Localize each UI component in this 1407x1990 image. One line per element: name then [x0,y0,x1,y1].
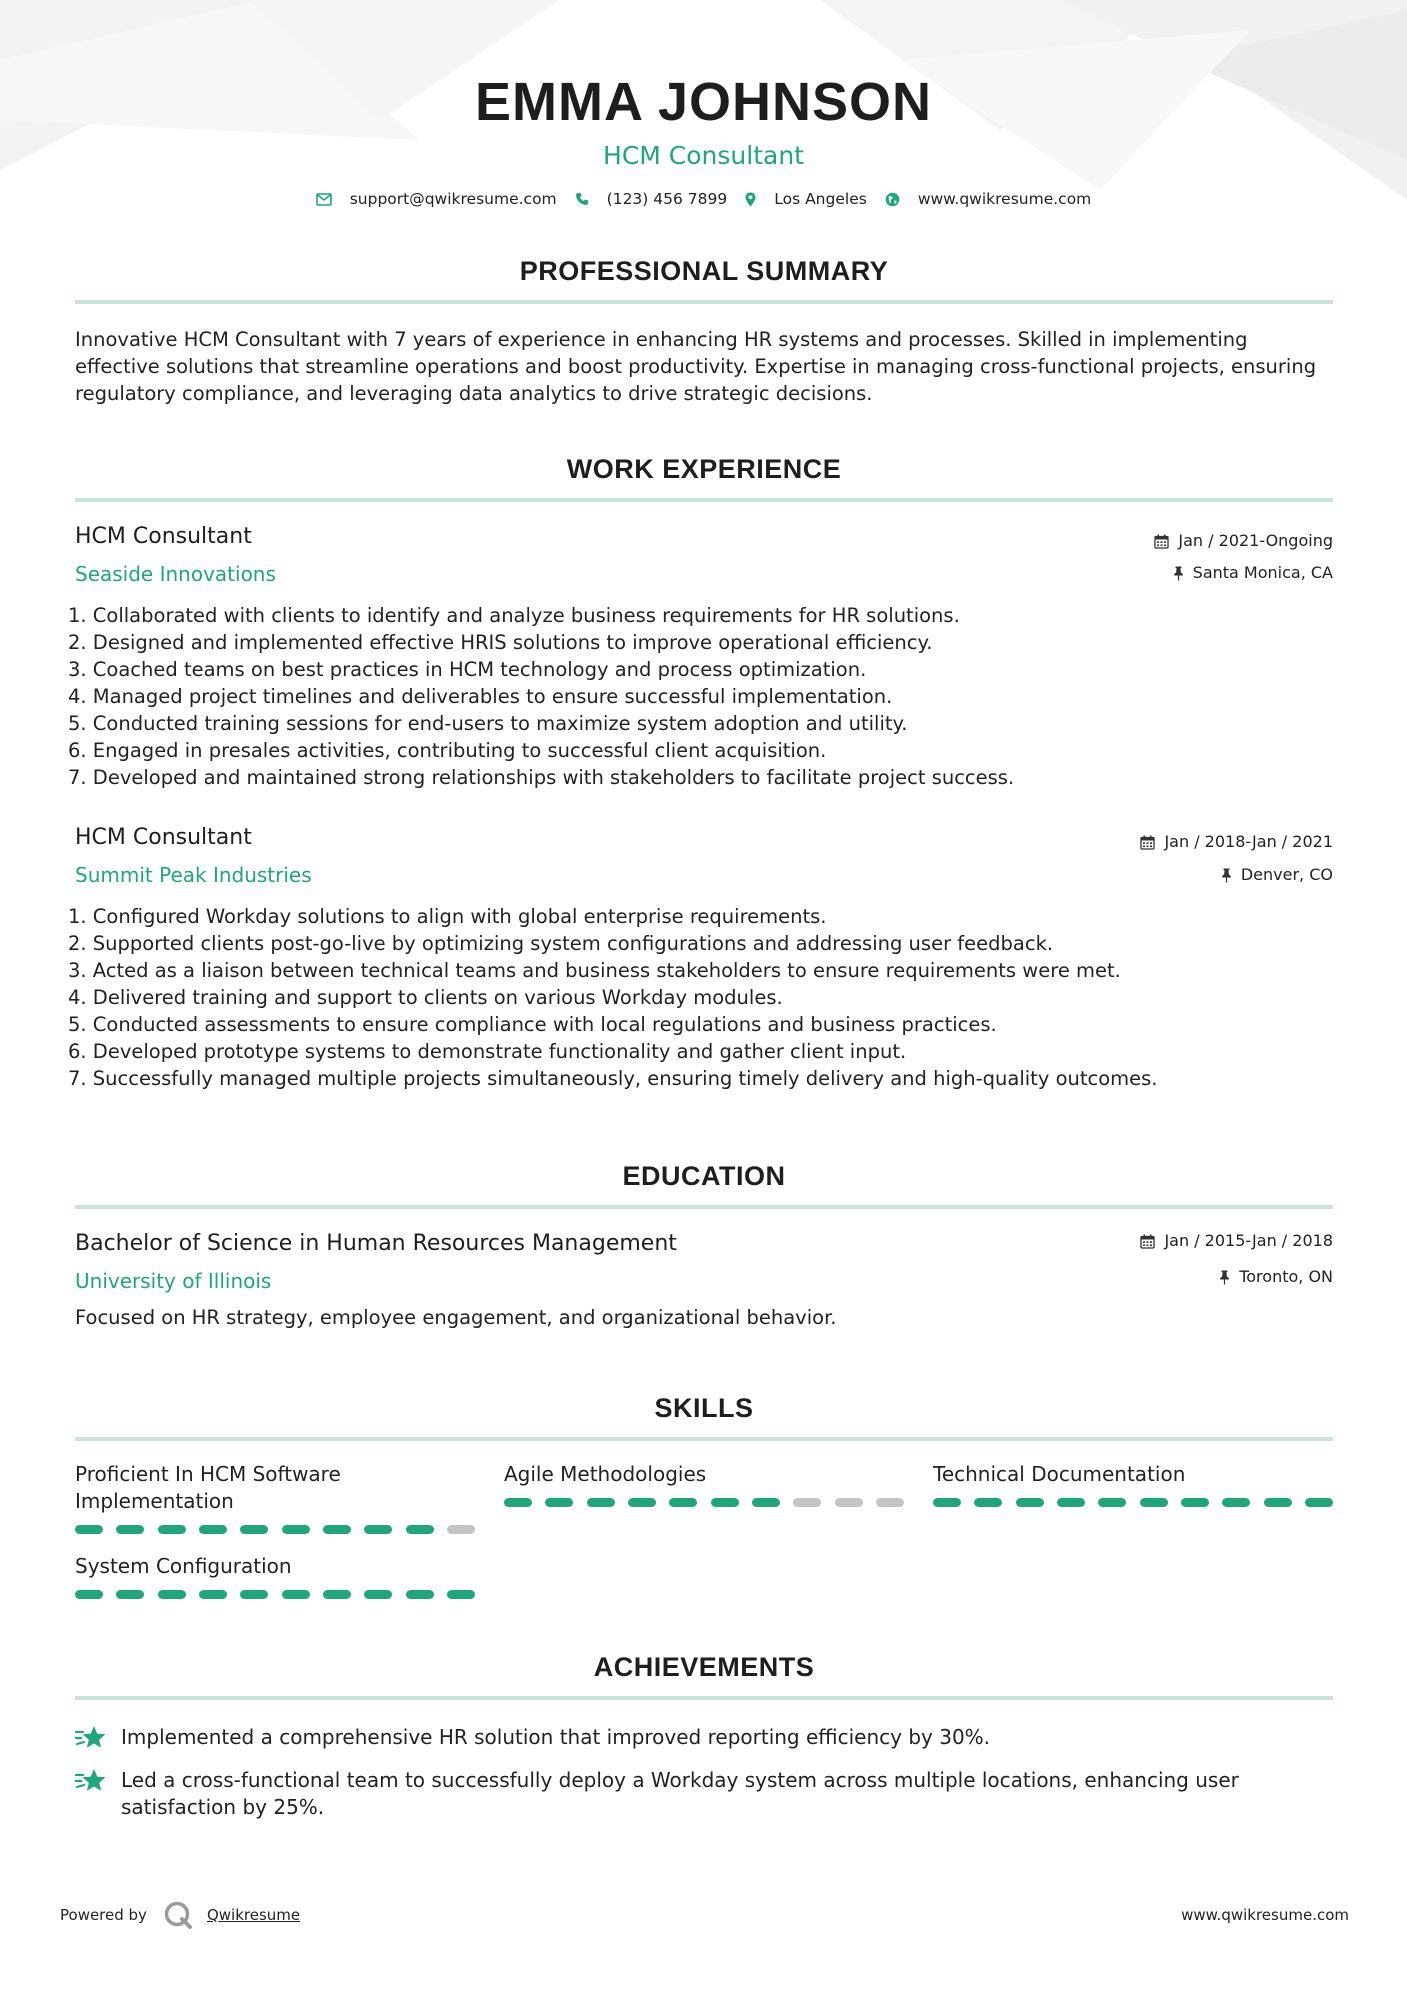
job-responsibilities [68,903,1338,1092]
education-divider [75,1205,1333,1209]
education-description: Focused on HR strategy, employee engagement, and organizational behavior. [75,1306,837,1329]
powered-by-label: Powered by [60,1906,147,1924]
skill-rating [933,1498,1333,1507]
achievement-item [75,1767,1333,1821]
skill-dot-filled [1098,1498,1126,1507]
summary-text: Innovative HCM Consultant with 7 years of experience in enhancing HR systems and processes. Skilled in implementing effective solutions that streamline operations and boost productivity. Expertise in managing cross-functional projects, ensuring regulatory compliance, and leveraging data analytics to drive strategic decisions. [75,328,1317,405]
contact-location [745,190,867,208]
skill-dot-filled [323,1525,351,1534]
skill-dot-filled [158,1590,186,1599]
skill-dot-filled [406,1590,434,1599]
skill-dot-filled [545,1498,573,1507]
skill-dot-filled [199,1525,227,1534]
experience-heading: WORK EXPERIENCE [566,454,842,484]
skill-item [504,1461,904,1507]
candidate-title: HCM Consultant [603,141,804,170]
summary-section-header [75,254,1333,304]
skill-dot-filled [240,1525,268,1534]
map-marker-icon [745,192,756,207]
skill-dot-filled [240,1590,268,1599]
skill-dot-filled [1305,1498,1333,1507]
job-location [1221,864,1333,886]
school-name: University of Illinois [75,1269,272,1293]
list-item: 1. Configured Workday solutions to align with global enterprise requirements. [68,905,827,928]
list-item: 7. Developed and maintained strong relationships with stakeholders to facilitate project success. [68,766,1015,789]
achievements-section-header [75,1650,1333,1700]
contact-bar [0,190,1407,208]
job-location-text: Santa Monica, CA [1192,563,1333,582]
education-location-text: Toronto, ON [1239,1267,1333,1286]
qwikresume-link[interactable]: Qwikresume [206,1906,301,1924]
list-item: 3. Coached teams on best practices in HCM technology and process optimization. [68,658,867,681]
contact-website[interactable] [885,190,1091,208]
job-dates-text: Jan / 2021-Ongoing [1178,531,1333,550]
achievement-item [75,1724,1333,1752]
skill-dot-filled [752,1498,780,1507]
footer-powered-by [60,1900,300,1930]
job-dates [1154,530,1333,552]
pushpin-icon [1173,566,1184,581]
skills-divider [75,1437,1333,1441]
experience-divider [75,498,1333,502]
qwikresume-logo-icon [163,1900,193,1930]
skills-heading: SKILLS [654,1393,754,1423]
contact-email-text: support@qwikresume.com [349,190,557,208]
shooting-star-icon [75,1724,107,1752]
list-item: 1. Collaborated with clients to identify and analyze business requirements for HR solutions. [68,604,960,627]
skill-dot-filled [406,1525,434,1534]
job-company: Seaside Innovations [75,562,276,586]
achievements-divider [75,1696,1333,1700]
skill-dot-empty [447,1525,475,1534]
calendar-icon [1154,534,1169,549]
job-title: HCM Consultant [75,524,252,549]
skill-name: Technical Documentation [933,1462,1186,1486]
calendar-icon [1140,1234,1155,1249]
footer-website[interactable]: www.qwikresume.com [1181,1906,1349,1924]
pushpin-icon [1219,1270,1230,1285]
job-company: Summit Peak Industries [75,863,312,887]
list-item: 6. Developed prototype systems to demonstrate functionality and gather client input. [68,1040,907,1063]
education-dates-text: Jan / 2015-Jan / 2018 [1164,1231,1333,1250]
degree-title: Bachelor of Science in Human Resources Management [75,1231,677,1256]
skill-dot-filled [75,1590,103,1599]
skill-dot-filled [282,1525,310,1534]
achievement-text: Led a cross-functional team to successfully deploy a Workday system across multiple locations, enhancing user satisfaction by 25%. [121,1768,1239,1819]
skill-name: Agile Methodologies [504,1462,707,1486]
pushpin-icon [1221,868,1232,883]
contact-location-text: Los Angeles [774,190,867,208]
skill-dot-filled [1140,1498,1168,1507]
job-title: HCM Consultant [75,825,252,850]
skill-dot-filled [504,1498,532,1507]
achievement-text: Implemented a comprehensive HR solution that improved reporting efficiency by 30%. [121,1725,991,1749]
list-item: 6. Engaged in presales activities, contributing to successful client acquisition. [68,739,827,762]
skill-dot-filled [158,1525,186,1534]
contact-phone[interactable] [575,190,728,208]
skill-dot-empty [793,1498,821,1507]
job-responsibilities [68,602,1338,791]
globe-icon [885,192,900,207]
list-item: 7. Successfully managed multiple projects simultaneously, ensuring timely delivery and high-quality outcomes. [68,1067,1158,1090]
skill-item [75,1461,475,1534]
summary-heading: PROFESSIONAL SUMMARY [519,256,889,286]
education-dates [1140,1230,1333,1252]
contact-website-text: www.qwikresume.com [917,190,1092,208]
skill-dot-filled [587,1498,615,1507]
skill-dot-filled [447,1590,475,1599]
skill-dot-filled [1057,1498,1085,1507]
list-item: 3. Acted as a liaison between technical teams and business stakeholders to ensure requirements were met. [68,959,1121,982]
envelope-icon [316,193,332,206]
skill-dot-filled [364,1590,392,1599]
skill-dot-filled [1222,1498,1250,1507]
skill-dot-filled [116,1525,144,1534]
skill-dot-filled [628,1498,656,1507]
list-item: 5. Conducted assessments to ensure compliance with local regulations and business practices. [68,1013,997,1036]
skill-rating [75,1525,475,1534]
list-item: 2. Supported clients post-go-live by optimizing system configurations and addressing user feedback. [68,932,1054,955]
skill-dot-filled [199,1590,227,1599]
job-location-text: Denver, CO [1240,865,1333,884]
list-item: 5. Conducted training sessions for end-users to maximize system adoption and utility. [68,712,908,735]
education-section-header [75,1159,1333,1209]
skill-dot-filled [711,1498,739,1507]
skill-dot-filled [933,1498,961,1507]
job-dates-text: Jan / 2018-Jan / 2021 [1164,832,1333,851]
job-location [1173,562,1333,584]
contact-phone-text: (123) 456 7899 [606,190,728,208]
skills-section-header [75,1391,1333,1441]
candidate-name: EMMA JOHNSON [474,72,933,132]
phone-icon [575,192,589,206]
achievements-heading: ACHIEVEMENTS [593,1652,815,1682]
list-item: 2. Designed and implemented effective HRIS solutions to improve operational efficiency. [68,631,933,654]
list-item: 4. Delivered training and support to clients on various Workday modules. [68,986,783,1009]
skill-dot-filled [1181,1498,1209,1507]
skill-dot-filled [323,1590,351,1599]
resume-header [0,70,1407,208]
experience-section-header [75,452,1333,502]
skill-dot-filled [974,1498,1002,1507]
education-location [1219,1266,1333,1288]
skill-dot-filled [364,1525,392,1534]
skill-dot-filled [116,1590,144,1599]
skill-dot-filled [1016,1498,1044,1507]
skill-rating [504,1498,904,1507]
education-heading: EDUCATION [622,1161,786,1191]
skill-name: Proficient In HCM Software Implementation [75,1462,341,1513]
list-item: 4. Managed project timelines and deliverables to ensure successful implementation. [68,685,893,708]
calendar-icon [1140,835,1155,850]
skill-dot-empty [876,1498,904,1507]
skill-item [75,1553,475,1599]
skill-dot-empty [835,1498,863,1507]
shooting-star-icon [75,1767,107,1795]
job-dates [1140,831,1333,853]
skill-dot-filled [75,1525,103,1534]
contact-email[interactable] [316,190,557,208]
skill-item [933,1461,1333,1507]
skill-dot-filled [1264,1498,1292,1507]
summary-divider [75,300,1333,304]
skill-rating [75,1590,475,1599]
skill-name: System Configuration [75,1554,292,1578]
skill-dot-filled [282,1590,310,1599]
skill-dot-filled [669,1498,697,1507]
